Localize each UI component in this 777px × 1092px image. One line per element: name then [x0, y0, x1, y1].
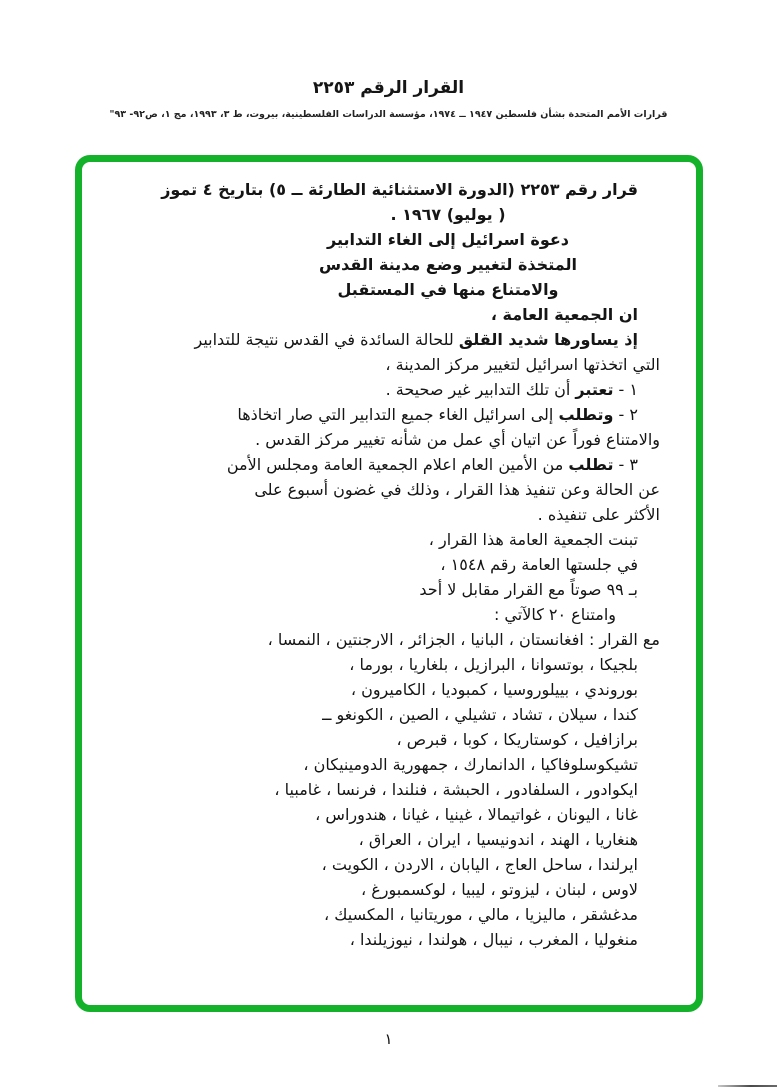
document-line [108, 452, 660, 477]
document-line [108, 902, 660, 927]
document-line [108, 302, 660, 327]
document-line [108, 477, 660, 502]
document-line [108, 677, 660, 702]
text-segment: عن الحالة وعن تنفيذ هذا القرار ، وذلك في غضون أسبوع على [254, 480, 660, 499]
bold-text-segment: المتخذة لتغيير وضع مدينة القدس [319, 255, 577, 274]
resolution-title: القرار الرقم ٢٢٥٣ [312, 78, 465, 98]
text-segment: منغوليا ، المغرب ، نيبال ، هولندا ، نيوزيلندا ، [349, 930, 638, 949]
bold-text-segment: وتطلب [558, 405, 614, 424]
text-segment: ٢ - [613, 405, 638, 424]
text-segment: ١ - [613, 380, 638, 399]
text-segment: في جلستها العامة رقم ١٥٤٨ ، [440, 555, 638, 574]
bold-text-segment: تعتبر [575, 380, 614, 399]
text-segment: ايرلندا ، ساحل العاج ، اليابان ، الاردن ، الكويت ، [321, 855, 638, 874]
document-line [108, 577, 660, 602]
bold-text-segment: ان الجمعية العامة ، [490, 305, 638, 324]
bold-text-segment: تطلب [568, 455, 614, 474]
document-line [108, 602, 660, 627]
text-segment: بلجيكا ، بوتسوانا ، البرازيل ، بلغاريا ، بورما ، [349, 655, 638, 674]
scan-artifact-line [718, 1085, 777, 1087]
document-line [108, 427, 660, 452]
document-line [108, 552, 660, 577]
text-segment: تبنت الجمعية العامة هذا القرار ، [428, 530, 638, 549]
text-segment: الأكثر على تنفيذه . [537, 505, 660, 524]
bold-text-segment: قرار رقم ٢٢٥٣ (الدورة الاستثنائية الطارئة ــ ٥) بتاريخ ٤ تموز [161, 180, 638, 199]
document-line [108, 177, 660, 202]
document-line [108, 252, 660, 277]
document-line [108, 877, 660, 902]
text-segment: برازافيل ، كوستاريكا ، كوبا ، قبرص ، [396, 730, 638, 749]
text-segment: غانا ، اليونان ، غواتيمالا ، غينيا ، غيانا ، هندوراس ، [315, 805, 638, 824]
document-line [108, 527, 660, 552]
document-line [108, 752, 660, 777]
text-segment: بوروندي ، بييلوروسيا ، كمبوديا ، الكاميرون ، [350, 680, 638, 699]
document-line [108, 777, 660, 802]
document-line [108, 352, 660, 377]
text-segment: لاوس ، لبنان ، ليزوتو ، ليبيا ، لوكسمبورغ ، [361, 880, 638, 899]
bold-text-segment: إذ يساورها شديد القلق [458, 330, 638, 349]
document-line [108, 202, 660, 227]
document-line [108, 927, 660, 952]
text-segment: تشيكوسلوفاكيا ، الدانمارك ، جمهورية الدومينيكان ، [303, 755, 638, 774]
text-segment: مدغشقر ، ماليزيا ، مالي ، موريتانيا ، المكسيك ، [324, 905, 638, 924]
text-segment: ايكوادور ، السلفادور ، الحبشة ، فنلندا ، فرنسا ، غامبيا ، [274, 780, 638, 799]
document-body [108, 177, 660, 952]
bold-text-segment: ( يوليو) ١٩٦٧ . [390, 205, 506, 224]
document-line [108, 702, 660, 727]
document-line [108, 802, 660, 827]
source-citation: قرارات الأمم المتحدة بشأن فلسطين ١٩٤٧ ــ ١٩٧٤، مؤسسة الدراسات الفلسطينية، بيروت، ط ٣، ١٩٩٣، مج ١، ص٩٢- ٩٣" [109, 109, 668, 120]
text-segment: بـ ٩٩ صوتاً مع القرار مقابل لا أحد [419, 580, 638, 599]
text-segment: أن تلك التدابير غير صحيحة . [385, 380, 576, 399]
text-segment: والامتناع فوراً عن اتيان أي عمل من شأنه تغيير مركز القدس . [255, 430, 660, 449]
document-line [108, 627, 660, 652]
document-line [108, 227, 660, 252]
document-line [108, 827, 660, 852]
text-segment: للحالة السائدة في القدس نتيجة للتدابير [194, 330, 459, 349]
document-line [108, 402, 660, 427]
page-number: ١ [384, 1030, 393, 1048]
document-line [108, 277, 660, 302]
document-line [108, 377, 660, 402]
document-line [108, 727, 660, 752]
text-segment: من الأمين العام اعلام الجمعية العامة ومجلس الأمن [226, 455, 569, 474]
text-segment: التي اتخذتها اسرائيل لتغيير مركز المدينة ، [385, 355, 660, 374]
text-segment: كندا ، سيلان ، تشاد ، تشيلي ، الصين ، الكونغو ــ [322, 705, 638, 724]
text-segment: ٣ - [613, 455, 638, 474]
bold-text-segment: والامتناع منها في المستقبل [337, 280, 559, 299]
text-segment: وامتناع ٢٠ كالآتي : [493, 605, 616, 624]
text-segment: هنغاريا ، الهند ، اندونيسيا ، ايران ، العراق ، [358, 830, 638, 849]
document-line [108, 502, 660, 527]
text-segment: إلى اسرائيل الغاء جميع التدابير التي صار اتخاذها [237, 405, 559, 424]
document-line [108, 852, 660, 877]
text-segment: مع القرار : افغانستان ، البانيا ، الجزائر ، الارجنتين ، النمسا ، [267, 630, 660, 649]
document-line [108, 327, 660, 352]
bold-text-segment: دعوة اسرائيل إلى الغاء التدابير [326, 230, 569, 249]
document-line [108, 652, 660, 677]
